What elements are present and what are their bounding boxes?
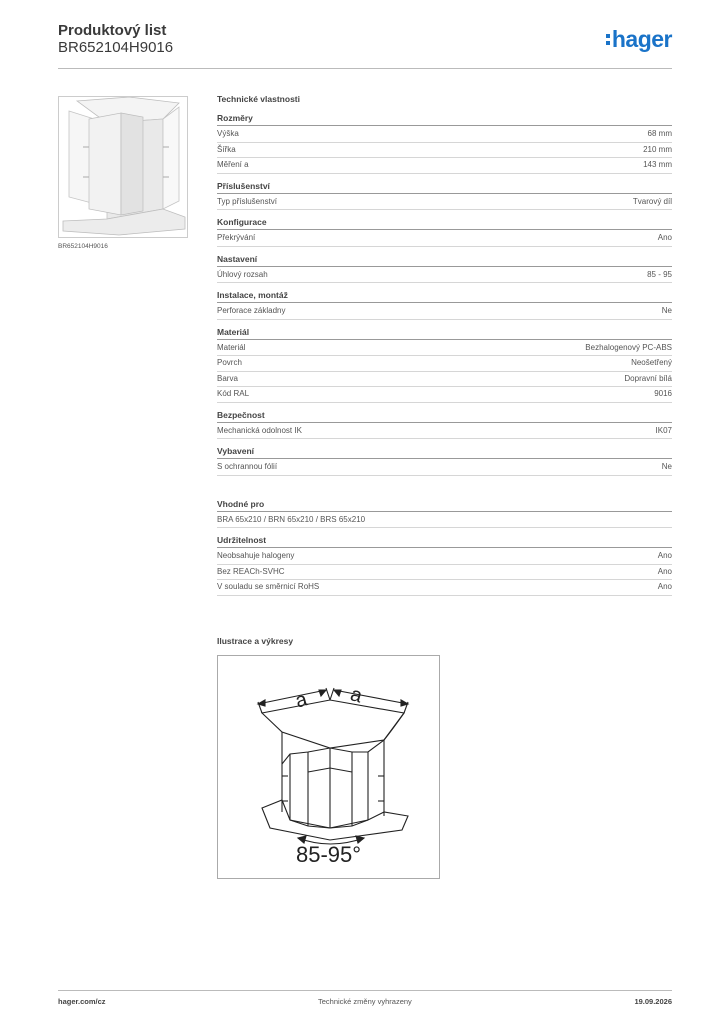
spec-label: Povrch xyxy=(217,358,242,367)
spec-group-title: Vybavení xyxy=(217,446,672,459)
spec-group-dimensions xyxy=(217,113,672,174)
logo-text: hager xyxy=(611,26,672,52)
spec-group-equipment xyxy=(217,446,672,476)
spec-group-title: Nastavení xyxy=(217,254,672,267)
spec-value: Ano xyxy=(657,582,672,591)
spec-value: Ano xyxy=(657,551,672,560)
spec-value: Bezhalogenový PC-ABS xyxy=(585,342,672,352)
product-image xyxy=(58,96,188,238)
spec-row xyxy=(217,460,672,476)
footer-note: Technické změny vyhrazeny xyxy=(318,997,412,1006)
spec-group-settings xyxy=(217,254,672,284)
spec-group-installation xyxy=(217,290,672,320)
spec-row xyxy=(217,341,672,357)
spec-label: Perforace základny xyxy=(217,306,286,315)
product-image-caption: BR652104H9016 xyxy=(58,243,108,250)
spec-group-safety xyxy=(217,410,672,440)
spec-group-title: Příslušenství xyxy=(217,181,672,194)
spec-row xyxy=(217,143,672,159)
technical-drawing xyxy=(217,655,440,879)
technical-specifications xyxy=(217,94,672,603)
spec-value: 210 mm xyxy=(643,144,672,154)
spec-value: Dopravní bílá xyxy=(624,373,672,383)
inner-corner-product-icon xyxy=(59,97,187,237)
spec-label: Šířka xyxy=(217,144,236,154)
dimension-label-left: a xyxy=(292,688,310,713)
spec-label: S ochrannou fólií xyxy=(217,462,278,471)
spec-label: Materiál xyxy=(217,342,246,352)
spec-row xyxy=(217,513,672,529)
spec-group-configuration xyxy=(217,217,672,247)
spec-row xyxy=(217,158,672,174)
spec-row xyxy=(217,304,672,320)
product-code: BR652104H9016 xyxy=(58,39,174,56)
spec-value: 68 mm xyxy=(647,129,672,138)
spec-value: Ano xyxy=(657,566,672,576)
spec-label: Neobsahuje halogeny xyxy=(217,551,295,560)
spec-group-title: Bezpečnost xyxy=(217,410,672,423)
spec-value: Ano xyxy=(657,233,672,242)
spec-value: Ne xyxy=(661,462,672,471)
spec-value: Ne xyxy=(661,306,672,315)
spec-group-suitable-for xyxy=(217,499,672,529)
footer-website: hager.com/cz xyxy=(58,997,106,1006)
spec-row xyxy=(217,424,672,440)
spec-label: Bez REACh-SVHC xyxy=(217,566,285,576)
spec-label: V souladu se směrnicí RoHS xyxy=(217,582,320,591)
specs-title: Technické vlastnosti xyxy=(217,94,300,104)
spec-row xyxy=(217,268,672,284)
spec-group-title: Vhodné pro xyxy=(217,499,672,512)
spec-group-title: Rozměry xyxy=(217,113,672,126)
logo-dots-icon xyxy=(606,34,610,45)
hager-logo xyxy=(606,28,672,51)
spec-row xyxy=(217,356,672,372)
spec-row xyxy=(217,549,672,565)
spec-group-accessories xyxy=(217,181,672,211)
spec-row xyxy=(217,372,672,388)
spec-row xyxy=(217,580,672,596)
spec-label: Barva xyxy=(217,373,238,383)
spec-label: Měření a xyxy=(217,160,249,169)
footer-divider xyxy=(58,990,672,991)
footer-date: 19.09.2026 xyxy=(634,997,672,1006)
spec-group-sustainability xyxy=(217,535,672,596)
spec-value: Tvarový díl xyxy=(632,196,672,206)
illustration-title: Ilustrace a výkresy xyxy=(217,636,294,646)
spec-label: Výška xyxy=(217,129,239,138)
spec-value: 9016 xyxy=(654,389,672,398)
spec-value: 143 mm xyxy=(643,160,672,169)
page-title: Produktový list xyxy=(58,22,167,39)
spec-row xyxy=(217,565,672,581)
spec-value: IK07 xyxy=(655,425,672,435)
spec-label: Kód RAL xyxy=(217,389,250,398)
spec-group-title: Udržitelnost xyxy=(217,535,672,548)
spec-label: Typ příslušenství xyxy=(217,196,278,206)
spec-row xyxy=(217,127,672,143)
spec-value: Neošetřený xyxy=(631,358,672,367)
spec-label: BRA 65x210 / BRN 65x210 / BRS 65x210 xyxy=(217,514,366,524)
angle-range-label: 85-95° xyxy=(296,842,362,867)
spec-label: Mechanická odolnost IK xyxy=(217,425,302,435)
spec-value: 85 - 95 xyxy=(647,269,672,279)
spec-label: Úhlový rozsah xyxy=(217,269,268,279)
spec-label: Překrývání xyxy=(217,233,256,242)
spec-row xyxy=(217,195,672,211)
spec-group-material xyxy=(217,327,672,403)
dimension-label-right: a xyxy=(347,683,365,708)
corner-drawing-icon xyxy=(218,656,439,878)
header-divider xyxy=(58,68,672,69)
spec-row xyxy=(217,387,672,403)
spec-row xyxy=(217,231,672,247)
spec-group-title: Konfigurace xyxy=(217,217,672,230)
spec-group-title: Instalace, montáž xyxy=(217,290,672,303)
spec-group-title: Materiál xyxy=(217,327,672,340)
